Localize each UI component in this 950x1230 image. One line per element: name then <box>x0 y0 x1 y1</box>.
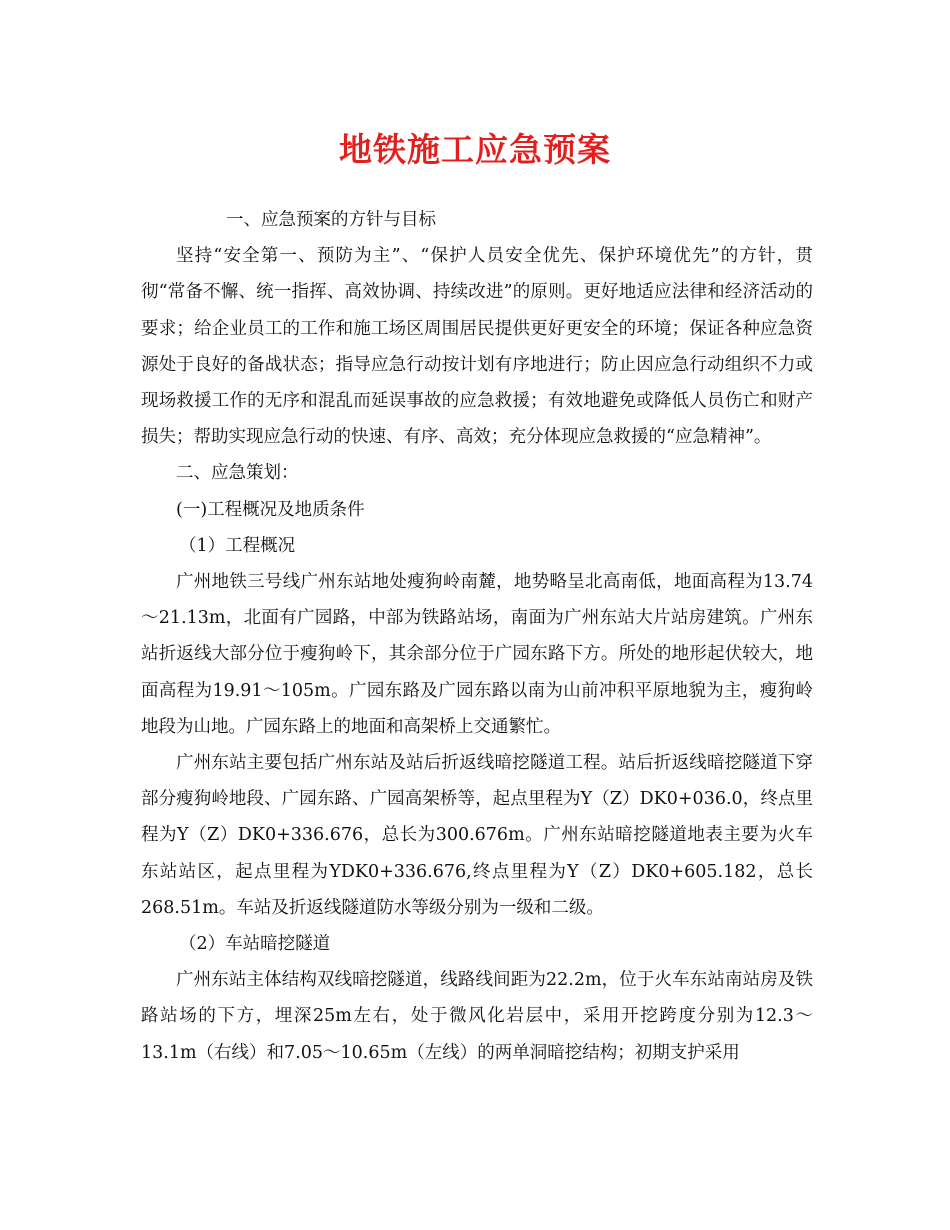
subsection-heading-1: (一)工程概况及地质条件 <box>176 499 365 520</box>
paragraph-overview: 广州地铁三号线广州东站地处瘦狗岭南麓，地势略呈北高南低，地面高程为13.74～21.13m，北面有广园路，中部为铁路站场，南面为广州东站大片站房建筑。广州东站折返线大部分位于瘦狗岭下，其余部分位于广园东路下方。所处的地形起伏较大，地面高程为19.91～105m。广园东路及广园东路以南为山前冲积平原地貌为主，瘦狗岭地段为山地。广园东路上的地面和高架桥上交通繁忙。 <box>141 572 813 737</box>
item-heading-2: （2）车站暗挖隧道 <box>179 934 331 955</box>
paragraph-policy: 坚持“安全第一、预防为主”、“保护人员安全优先、保护环境优先”的方针，贯彻“常备不懈、统一指挥、高效协调、持续改进”的原则。更好地适应法律和经济活动的要求；给企业员工的工作和施工场区周围居民提供更好更安全的环境；保证各种应急资源处于良好的备战状态；指导应急行动按计划有序地进行；防止因应急行动组织不力或现场救援工作的无序和混乱而延误事故的应急救援；有效地避免或降低人员伤亡和财产损失；帮助实现应急行动的快速、有序、高效；充分体现应急救援的“应急精神”。 <box>141 246 813 448</box>
item-heading-1: （1）工程概况 <box>179 535 296 556</box>
section-heading-2: 二、应急策划： <box>176 463 299 484</box>
document-title: 地铁施工应急预案 <box>339 130 611 169</box>
paragraph-station-scope: 广州东站主要包括广州东站及站后折返线暗挖隧道工程。站后折返线暗挖隧道下穿部分瘦狗岭地段、广园东路、广园高架桥等，起点里程为Y（Z）DK0+036.0，终点里程为Y（Z）DK0+336.676，总长为300.676m。广州东站暗挖隧道地表主要为火车东站站区，起点里程为YDK0+336.676,终点里程为Y（Z）DK0+605.182，总长268.51m。车站及折返线隧道防水等级分别为一级和二级。 <box>141 753 813 918</box>
paragraph-tunnel: 广州东站主体结构双线暗挖隧道，线路线间距为22.2m，位于火车东站南站房及铁路站场的下方，埋深25m左右，处于微风化岩层中，采用开挖跨度分别为12.3～13.1m（右线）和7.05～10.65m（左线）的两单洞暗挖结构；初期支护采用 <box>141 970 813 1063</box>
section-heading-1: 一、应急预案的方针与目标 <box>226 210 436 230</box>
document-body <box>141 202 813 1071</box>
